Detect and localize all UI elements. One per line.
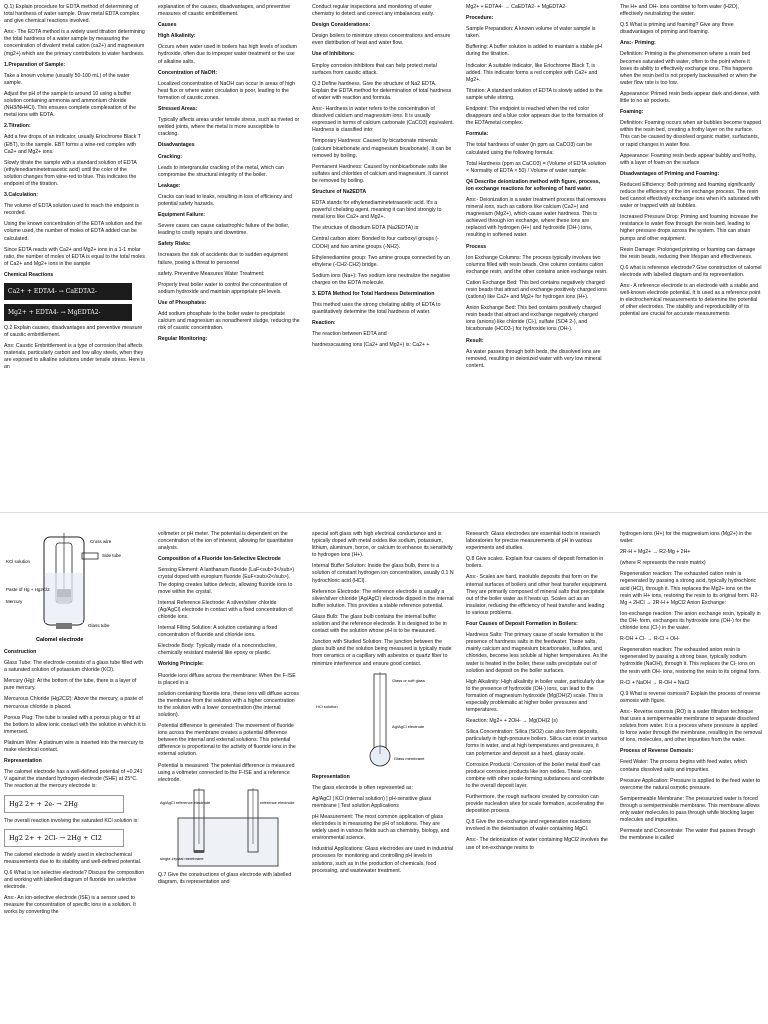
page1-column-4 [466,4,608,510]
equation-box-1: Hg2 2+ + 2e- → 2Hg [4,795,124,813]
paragraph: pH Measurement: The most common application of glass electrodes is in measuring the pH of solutions. They are widely used in various fields such as chemistry, biology, and environmental science. [312,813,450,842]
paragraph: Central carbon atom: Bonded to four carboxyl groups (-COOH) and two amine groups (-NH2). [312,236,439,250]
subheading: Use of Phosphates: [158,299,207,306]
subheading: Procedure: [466,15,494,22]
paragraph: Design boilers to minimize stress concentrations and ensure even distribution of heat and water flow. [312,33,451,47]
label-membrane: single-crystal membrane [160,855,204,861]
answer-text: Ans:- An ion-selective electrode (ISE) is a sensor used to measure the concentration of specific ions in a solution. It works by converting the [4,895,136,916]
question-8b: Q.8 Give the ion-exchange and regeneration reactions involved in the deionisation of water containing MgCl. [466,819,591,833]
equation-box-2: Hg2 2+ + 2Cl- → 2Hg + Cl2 [4,829,124,847]
paragraph: voltmeter or pH meter. The potential is dependent on the concentration of the ion of interest, allowing for quantitative analysis. [158,531,294,552]
paragraph: Take a known volume (usually 50-100 mL) of the water sample. [4,72,130,86]
section-heading: Composition of a Fluoride Ion-Selective Electrode [158,556,281,563]
paragraph: Permanent Hardness: Caused by nonbicarbonate salts like sulfates and chlorides of calcium and magnesium. It cannot be removed by boiling. [312,163,449,184]
formula: Total Hardness (ppm as CaCO3) = (Volume of EDTA solution × Normality of EDTA × 50) / Volume of water sample [466,160,606,174]
paragraph: Definition: Priming is the phenomenon where a resin bed becomes saturated with water, often to the point where it loses its ability to effectively exchange ions. This happens when the resin bed is not properly backwashed or when the water flow rate is too low. [620,51,757,86]
question-6: Q.6 what is reference electrode? Give construction of calomel electrode with labelled diagram and its representation. [620,264,762,278]
question-7: Q.7 Give the constructions of glass electrode with labelled diagram, its representation and [158,871,292,885]
paragraph: Industrial Applications: Glass electrodes are used in industrial processes for monitoring and controlling pH levels in solutions, such as in the production of chemicals, food processing, and wastewater treatment. [312,846,454,874]
answer-text: Ans:- Hardness in water refers to the concentration of dissolved calcium and magnesium ions. It is usually expressed in terms of calcium carbonate (CaCO3) equivalent. Hardness is classified into: [312,106,454,134]
section-heading: Representation [4,758,42,765]
subheading: Ans:- Priming: [620,40,656,47]
page1-column-5 [620,4,762,510]
paragraph: Mercury (Hg): At the bottom of the tube, there is a layer of pure mercury. [4,678,137,692]
subheading: High Alkalinity: [158,33,196,40]
glass-electrode-diagram [312,672,454,770]
paragraph: Severe cases can cause catastrophic failure of the boiler, leading to costly repairs and downtime. [158,223,290,237]
reaction-line: Mg2+ + EDTA4- → CaEDTA2- + MgEDTA2- [466,4,568,10]
paragraph: Occurs when water used in boilers has high levels of sodium hydroxide, often due to improper water treatment or the use of alkaline salts. [158,44,297,65]
subheading: Structure of Na2EDTA [312,188,367,195]
section-heading: Construction [4,649,37,655]
calomel-electrode-diagram [4,533,146,645]
paragraph: Mercurous Chloride (Hg2Cl2): Above the mercury, a paste of mercurous chloride is placed. [4,696,143,710]
paragraph: Potential is measured: The potential difference is measured using a voltmeter connected to the F-ISE and a reference electrode. [158,762,295,783]
paragraph: Conduct regular inspections and monitoring of water chemistry to detect and correct any imbalances early. [312,4,435,18]
question-4: Q4 Describe deionization method with figure, process, ion exchange reactions for softening of hard water. [466,178,601,192]
paragraph: hydrogen ions (H+) for the magnesium ions (Mg2+) in the water. [620,531,752,545]
reaction-line: Reaction: Mg2+ + 2OH- → Mg(OH)2 (s) [466,718,558,725]
subheading: Result: [466,337,484,344]
question-8: Q.8 Give scales. Explain four causes of deposit formation in boilers. [466,556,604,570]
paragraph: Buffering: A buffer solution is added to maintain a stable pH during the titration. [466,44,602,58]
section-heading: Disadvantages [158,142,195,149]
paragraph: Ion Exchange Columns: The process typically involves two columns filled with resin beads. One column contains cation exchange resin, and the other contains anion exchange resin. [466,254,608,275]
paragraph: Indicator: A suitable indicator, like Eriochrome Black T, is added. This indicator forms a red complex with Ca2+ and Mg2+. [466,62,598,83]
paragraph: EDTA stands for ethylenediaminetetraacetic acid. It's a powerful chelating agent, meaning it can bind strongly to metal ions like Ca2+ and Mg2+. [312,200,442,221]
paragraph: Fluoride ions diffuse across the membrane: When the F-ISE is placed in a [158,672,296,686]
subheading: Foaming: [620,109,644,116]
paragraph: Typically affects areas under tensile stress, such as riveted or welded joints, where the metal is more susceptible to cracking. [158,117,300,138]
section-heading: 1.Preparation of Sample: [4,61,66,68]
answer-text: Ans:- The EDTA method is a widely used titration determining the total hardness of a water sample by measuring the concentration of divalent metal cation (ca2+) and magnesium (mg2+) which are the primary contributors to water hardness. [4,29,145,57]
paragraph: Sensing Element: A lanthanum fluoride (LaF<sub>3</sub>) crystal doped with europium fluoride (EuF<sub>2</sub>). The doping creates lattice defects, allowing fluoride ions to move within the crystal. [158,567,295,595]
figure-caption: Calomel electrode [36,637,84,643]
subheading: 3. EDTA Method for Total Hardness Determination [312,291,435,297]
paragraph: The overall reaction involving the saturated KCl solution is: [4,817,139,824]
answer-text: Ans:- The deionization of water containing MgCl2 involves the use of ion-exchange resins to [466,837,608,851]
paragraph: Ag/AgCl | KCl (internal solution) | pH-sensitive glass membrane | Test solution Applications [312,795,432,809]
paragraph: Using the known concentration of the EDTA solution and the volume used, the number of moles of EDTA added can be calculated. [4,221,143,242]
paragraph: Potential difference is generated: The movement of fluoride ions across the membrane creates a potential difference between the internal and external solutions. This potential difference is proportional to the activity of fluoride ions in the external solution. [158,723,296,758]
question-9: Q.9 What is reverse osmosis? Explain the process of reverse osmosis with figure. [620,690,761,704]
paragraph: Since EDTA reacts with Ca2+ and Mg2+ ions in a 1-1 molar ratio, the number of moles of EDTA is equal to the total moles of Ca2+ and Mg2+ ions in the sample [4,246,145,267]
paragraph: Pressure Application: Pressure is applied to the feed water to overcome the natural osmotic pressure. [620,777,761,791]
subheading: Equipment Failure: [158,212,205,219]
paragraph: Appearance: Primed resin beds appear dark and dense, with little to no air pockets. [620,90,760,105]
page2-column-1 [4,531,146,1023]
paragraph: solution containing fluoride ions, these ions will diffuse across the membrane from the solution with a higher concentration to the solution with a lower concentration (the internal solution). [158,690,299,718]
label-reference: reference electrode [260,799,295,805]
label-cross-wire: Cross wire [90,539,112,544]
paragraph: Glass Tube: The electrode consists of a glass tube filled with a saturated solution of potassium chloride (KCl). [4,660,143,674]
paragraph: Regeneration reaction: The exhausted anion resin is regenerated by passing a strong base, typically sodium hydroxide (NaOH), through it. This replaces the Cl- ions on the resin with OH- ions, restoring the resin to its original form. [620,647,761,675]
paragraph: Internal Buffer Solution: Inside the glass bulb, there is a solution of constant hydrogen ion concentration, usually 0.1 N hydrochloric acid (HCl). [312,563,454,584]
paragraph: explanation of the causes, disadvantages, and preventive measures of caustic embrittlement. [158,4,291,18]
paragraph: As water passes through both beds, the dissolved ions are removed, resulting in deionized water with very low mineral content. [466,348,602,369]
label-hcl: HCl solution [316,703,338,709]
subheading: Cracking: [158,153,182,160]
paragraph: Cracks can lead to leaks, resulting in loss of efficiency and potential safety hazards. [158,193,292,207]
section-heading: Representation [312,773,350,780]
paragraph: Corrosion Products: Corrosion of the boiler metal itself can produce corrosion products like iron oxides. These can combine with other scale-forming substances and contribute to the overall deposit layer. [466,761,605,789]
label-tube: Glass or soft glass [392,677,425,683]
paragraph: Temporary Hardness: Caused by bicarbonate minerals (calcium bicarbonate and magnesium bicarbonate). It can be removed by boiling. [312,138,452,159]
reaction-equation-mg: Mg2+ + EDTA4- → MgEDTA2- [4,304,132,321]
paragraph: Internal Filling Solution: A solution containing a fixed concentration of fluoride and chloride ions. [158,625,278,639]
paragraph: Platinum Wire: A platinum wire is inserted into the mercury to make electrical contact. [4,739,144,754]
paragraph: Feed Water: The process begins with feed water, which contains dissolved salts and impurities. [620,759,748,773]
paragraph: This method uses the strong chelating ability of EDTA to quantitatively determine the total hardness of water. [312,302,441,316]
paragraph: High Alkalinity: High alkalinity in boiler water, particularly due to the presence of hydroxide (OH-) ions, can lead to the formation of magnesium hydroxide (Mg(OH)2) scale. This is especially problematic at higher boiler pressures and temperatures. [466,678,605,714]
glass-electrode-drawing [312,672,454,770]
question-2: Q.2 Explain causes, disadvantages and preventive measure of caustic embrittlement. [4,325,143,339]
paragraph: Definition: Foaming occurs when air bubbles become trapped within the resin bed, creating a frothy layer on the surface. This can be caused by dissolved organic matter, surfactants, or rapid changes in water flow. [620,120,762,148]
paragraph: Glass Bulb: The glass bulb contains the internal buffer solution and the reference electrode. It is designed to be in contact with the solution whose pH is to be measured. [312,613,447,635]
answer-text: Ans:- Scales are hard, insoluble deposits that form on the internal surfaces of boilers and other heat transfer equipment. They are primarily composed of mineral salts that precipitate out of the boiler water as it heats up. Scales act as an insulator, reducing the efficiency of heat transfer and leading to various problems. [466,574,608,616]
answer-text: Ans:- A reference electrode is an electrode with a stable and well-known electrode potential. It is used as a reference point in electrochemical measurements to determine the potential of other electrodes. The stability and reproducibility of its potential are crucial for accurate measurements [620,283,761,318]
subheading: Concentration of NaOH: [158,69,218,76]
section-heading: Causes [158,22,177,29]
paragraph: Adjust the pH of the sample to around 10 using a buffer solution containing ammonia and ammonium chloride (NH3/NH4Cl). This ensures complete complexation of the metal ions with EDTA. [4,90,136,119]
answer-text: Ans:- Reverse osmosis (RO) is a water filtration technique that uses a semipermeable membrane to separate dissolved solutes from water. It is a process where pressure is applied to force water through the membrane, resulting in the removal of ions, molecules, and other impurities from the water. [620,708,762,744]
subheading: Safety Risks: [158,241,191,248]
paragraph: Porous Plug: The tube is sealed with a porous plug or frit at the bottom to allow ionic contact with the solution in which it is immersed. [4,714,146,735]
paragraph: Ion-exchange reaction: The anion exchange resin, typically in the OH- form, exchanges its hydroxide ions (OH-) for the chloride ions (Cl-) in the water. [620,610,761,632]
paragraph: The glass electrode is often represented as: [312,784,413,791]
paragraph: Endpoint: The endpoint is reached when the red color disappears and a blue color appears due to the formation of the EDTAmetal complex. [466,106,604,127]
paragraph: Cation Exchange Bed: This bed contains negatively charged resin beads that attract and exchange positively charged ions (cations) like Ca2+ and Mg2+ for hydrogen ions (H+). [466,279,607,301]
paragraph: Hardness Salts: The primary cause of scale formation is the presence of hardness salts in the feedwater. These salts, mainly calcium and magnesium bicarbonates, sulfates, and chlorides, become less soluble at higher temperatures. As the water is heated in the boiler, these salts precipitate out of solution and deposit on the boiler surfaces. [466,632,608,674]
reaction-line: R-Cl + NaOH → R-OH + NaCl [620,679,690,686]
subheading: Stressed Areas: [158,106,198,113]
page2-column-4 [466,531,608,1023]
paragraph: Sample Preparation: A known volume of water sample is taken. [466,26,596,40]
paragraph: Internal Reference Electrode: A silver/silver chloride (Ag/AgCl) electrode in contact with a fixed concentration of chloride ions. [158,599,293,620]
subheading: Formula: [466,131,489,138]
paragraph: Sodium ions (Na+): Two sodium ions neutralize the negative charges on the EDTA molecule. [312,272,451,286]
paragraph: Reference Electrode: The reference electrode is usually a silver/silver chloride (Ag/AgCl) electrode dipped in the internal buffer solution. This provides a stable reference potential. [312,588,454,609]
paragraph: The calomel electrode is widely used in electrochemical measurements due to its stability and well-defined potential. [4,851,142,865]
section-heading: 2.Titration: [4,123,31,130]
paragraph: Anion Exchange Bed: This bed contains positively charged resin beads that attract and exchange negatively charged ions (anions) like chloride (Cl-), sulfate (SO4 2-), and bicarbonate (HCO3-) for hydroxide ions (OH-). [466,305,601,333]
paragraph: The structure of disodium EDTA (Na2EDTA) is: [312,225,420,232]
paragraph: Add a few drops of an indicator, usually Eriochrome Black T (EBT), to the sample. EBT forms a wine-red complex with Ca2+ and Mg2+ ions. [4,134,141,155]
paragraph: Properly treat boiler water to control the concentration of sodium hydroxide and maintain appropriate pH levels. [158,281,288,295]
question-3: Q.3 Define hardness. Give the structure of Na2 EDTA. Explain the EDTA method for determination of total hardness of water with reaction and formula. [312,80,452,101]
answer-text: Ans:- Deionization is a water treatment process that removes mineral ions, such as cations like calcium (Ca2+) and magnesium (Mg2+), which cause water hardness. This is achieved through ion exchange, where these ions are replaced with hydrogen (H+) and hydroxide (OH-) ions, resulting in softened water. [466,196,607,239]
paragraph: The total hardness of water (in ppm as CaCO3) can be calculated using the following formula: [466,142,593,156]
paragraph: safety. Preventive Measures Water Treatment: [158,270,265,277]
page2-column-3 [312,531,454,1023]
question-6b: Q.6 What is ion selective electrode? Discuss the composition and working with labelled diagram of fluoride ion selective electrode. [4,869,145,890]
paragraph: Regeneration reaction: The exhausted cation resin is regenerated by passing a strong acid, typically hydrochloric acid (HCl), through it. This replaces the Mg2+ ions on the resin with H+ ions, restoring the resin to its original form. R2-Mg + 2HCl → 2R-H + MgCl2 Anion Exchange: [620,571,760,606]
ise-setup-diagram [158,788,300,868]
paragraph: Research: Glass electrodes are essential tools in research laboratories for precise measurements of pH in various experiments and studies. [466,531,601,552]
question-5: Q.5 What is priming and foaming? Give any three disadvantages of priming and foaming. [620,22,734,36]
page-separator [0,512,768,528]
page1-column-2 [158,4,300,510]
label-paste: Paste of Hg + Hg2Cl2 [6,587,50,592]
reaction-line: R-OH + Cl- → R-Cl + OH- [620,636,680,643]
subheading: Use of Inhibitors: [312,51,355,58]
paragraph: (where R represents the resin matrix) [620,560,706,567]
paragraph: Localized concentration of NaOH can occur in areas of high heat flux or where water circulation is poor, leading to the formation of caustic zones. [158,80,295,101]
page1-column-3 [312,4,454,510]
paragraph: The volume of EDTA solution used to reach the endpoint is recorded. [4,203,139,217]
paragraph: Add sodium phosphate to the boiler water to precipitate calcium and magnesium as nonadherent sludge, reducing the risk of caustic concentration. [158,311,300,332]
subheading: Leakage: [158,182,181,189]
label-agcl: Ag/AgCl electrode [392,723,425,729]
ise-drawing [158,788,300,868]
label-kcl: KCl solution [6,559,31,564]
subheading: Reaction: [312,320,336,327]
label-agcl-ref: Ag/AgCl reference electrode [160,799,211,805]
page2-column-2 [158,531,300,1023]
section-heading: 3.Calculation: [4,192,39,199]
subheading: Regular Monitoring: [158,336,208,343]
paragraph: Titration: A standard solution of EDTA is slowly added to the sample while stirring. [466,87,603,101]
paragraph: Leads to intergranular cracking of the metal, which can compromise the structural integrity of the boiler. [158,164,284,178]
page2-column-5 [620,531,762,1023]
label-glass-membrane: Glass membrane [394,755,425,761]
subheading: Process [466,243,487,250]
page1-column-1 [4,4,146,510]
paragraph: Resin Damage: Prolonged priming or foaming can damage the resin beads, reducing their lifespan and effectiveness. [620,246,756,260]
reaction-equation-ca: Ca2+ + EDTA4- → CaEDTA2- [4,283,132,300]
paragraph: Increases the risk of accidents due to sudden equipment failure, posing a threat to personnel [158,252,288,266]
paragraph: Silica Concentration: Silica (SiO2) can also form deposits, particularly in high-pressure boilers. Silica can exist in various forms in water, and at high temperatures and pressures, it can polymerize and deposit as a hard, glassy scale. [466,729,608,757]
paragraph: Junction with Studied Solution: The junction between the glass bulb and the solution being measured is typically made from ceramics or a capillary with asbestos or quartz fiber to minimize interference and ensure good contact. [312,639,452,667]
label-glass-tube: Glass tube [88,623,110,628]
subheading: Design Considerations: [312,22,371,29]
paragraph: Ethylenediamine group: Two amine groups connected by an ethylene (-CH2-CH2) bridge. [312,254,450,268]
paragraph: hardnesscausing ions (Ca2+ and Mg2+) is: Ca2+ + [312,342,430,349]
answer-text: Ans: Caustic Embrittlement is a type of corrosion that affects materials, particularly carbon and low alloy steels, when they are exposed to alkaline solutions under tensile stress. Here is an [4,343,146,371]
section-heading: Four Causes of Deposit Formation in Boilers: [466,621,578,628]
paragraph: Reduced Efficiency: Both priming and foaming significantly reduce the efficiency of the ion exchange process. The resin bed cannot effectively exchange ions when it's saturated with water or trapped with air bubbles. [620,181,761,210]
paragraph: Semipermeable Membrane: The pressurized water is forced through a semipermeable membrane. This membrane allows only water molecules to pass through while blocking larger molecules and impurities. [620,795,760,824]
section-heading: Process of Reverse Osmosis: [620,748,694,755]
paragraph: Electrode Body: Typically made of a nonconductive, chemically resistant material like epoxy or plastic. [158,643,277,657]
calomel-electrode-drawing [4,533,146,645]
paragraph: Slowly titrate the sample with a standard solution of EDTA (ethylenediaminetetraacetic acid) until the color of the solution changes from wine-red to blue. This indicates the endpoint of the titration. [4,159,137,187]
question-1: Q.1) Explain procedure for EDTA method of determining of total hardness of water sample. Draw metal EDTA complex and give chemical reactions involved. [4,4,140,25]
paragraph: Permeate and Concentrate: The water that passes through the membrane is called [620,828,756,842]
label-mercury: Mercury [6,599,23,604]
paragraph: The calomel electrode has a well-defined potential of +0.241 V against the standard hydrogen electrode (SHE) at 25°C. The reaction at the mercury electrode is: [4,769,143,790]
subheading: Disadvantages of Priming and Foaming: [620,170,720,177]
paragraph: The H+ and OH- ions combine to form water (H2O), effectively neutralizing the water. [620,4,739,18]
paragraph: Furthermore, the rough surfaces created by corrosion can provide nucleation sites for scale formation, accelerating the deposition process. [466,794,604,815]
paragraph: Appearance: Foaming resin beds appear bubbly and frothy, with a layer of foam on the surface [620,152,757,166]
reaction-line: 2R-H + Mg2+ → R2-Mg + 2H+ [620,549,691,556]
section-heading: Chemical Reactions [4,271,54,278]
paragraph: The reaction between EDTA and [312,331,387,338]
subheading: Working Principle: [158,661,204,668]
paragraph: Employ corrosion inhibitors that can help protect metal surfaces from caustic attack. [312,62,437,76]
label-side-tube: Side tube [102,553,122,558]
paragraph: Increased Pressure Drop: Priming and foaming increase the resistance to water flow through the resin bed, leading to higher pressure drops across the system. This can strain pumps and other equipment. [620,214,758,242]
document-page-2 [0,527,768,1024]
paragraph: special soft glass with high electrical conductance and is typically doped with metal oxides like sodium, potassium, lithium, aluminum, boron, or calcium to enhance its sensitivity to hydrogen ions (H+). [312,531,453,559]
